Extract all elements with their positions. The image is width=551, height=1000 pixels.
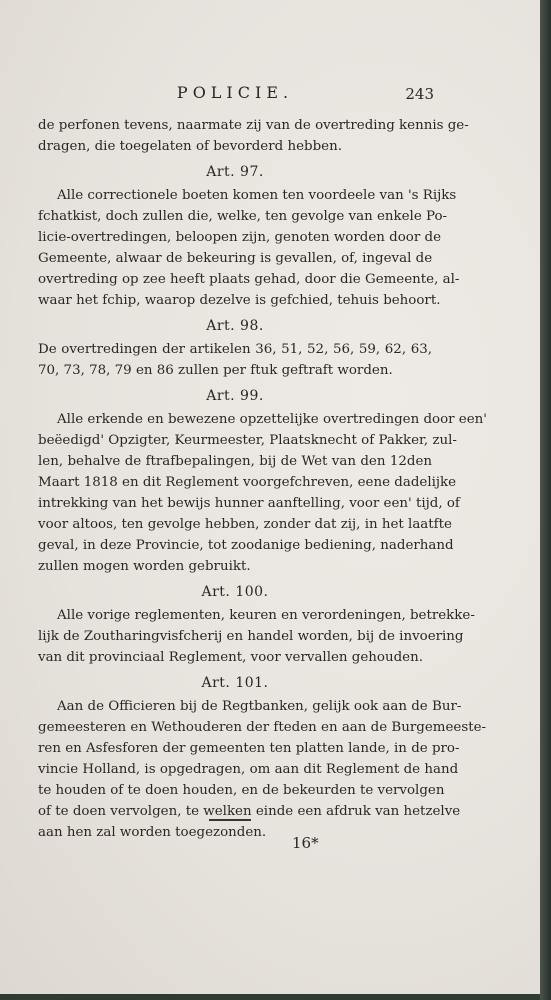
text-line: lijk de Zoutharingvisfcherij en handel worden, bij de invoering [38, 629, 464, 644]
text-line: geval, in deze Provincie, tot zoodanige bediening, naderhand [38, 538, 454, 553]
article-heading: Art. 100. [201, 584, 269, 600]
text-line: gemeesteren en Wethouderen der fteden en aan de Burgemeeste- [38, 720, 487, 735]
text-line: fchatkist, doch zullen die, welke, ten gevolge van enkele Po- [38, 209, 448, 224]
article-heading: Art. 98. [206, 318, 264, 334]
closing-rule [209, 819, 251, 821]
page-edge-shadow [540, 0, 551, 1000]
text-line: zullen mogen worden gebruikt. [38, 559, 251, 574]
text-line: overtreding op zee heeft plaats gehad, door die Gemeente, al- [38, 272, 460, 287]
text-line: Alle correctionele boeten komen ten voordeele van 's Rijks [57, 188, 457, 203]
text-line: Alle erkende en bewezene opzettelijke overtredingen door een' [57, 412, 487, 427]
text-line: of te doen vervolgen, te welken einde een afdruk van hetzelve [38, 804, 461, 819]
text-line: de perfonen tevens, naarmate zij van de overtreding kennis ge- [38, 118, 469, 133]
article-heading: Art. 97. [206, 164, 264, 180]
article-heading: Art. 99. [206, 388, 264, 404]
text-line: voor altoos, ten gevolge hebben, zonder dat zij, in het laatfte [38, 517, 452, 532]
page-number: 243 [405, 85, 434, 103]
text-line: beëedigd' Opzigter, Keurmeester, Plaatsknecht of Pakker, zul- [38, 433, 457, 448]
text-line: ren en Asfesforen der gemeenten ten platten lande, in de pro- [38, 741, 460, 756]
article-heading: Art. 101. [201, 675, 269, 691]
text-line: De overtredingen der artikelen 36, 51, 52, 56, 59, 62, 63, [38, 342, 432, 357]
text-line: dragen, die toegelaten of bevorderd hebben. [38, 139, 342, 154]
page-header [0, 83, 540, 107]
text-line: 70, 73, 78, 79 en 86 zullen per ftuk geftraft worden. [38, 363, 393, 378]
body-text [38, 115, 487, 843]
text-line: licie-overtredingen, beloopen zijn, genoten worden door de [38, 230, 441, 245]
text-line: vincie Holland, is opgedragen, om aan dit Reglement de hand [38, 762, 459, 777]
text-line: Gemeente, alwaar de bekeuring is gevallen, of, ingeval de [38, 251, 433, 266]
running-title: POLICIE. [176, 83, 294, 102]
text-line: Alle vorige reglementen, keuren en verordeningen, betrekke- [57, 608, 475, 623]
text-line: Aan de Officieren bij de Regtbanken, gelijk ook aan de Bur- [57, 699, 462, 714]
text-line: waar het fchip, waarop dezelve is gefchied, tehuis behoort. [38, 293, 441, 308]
text-line: len, behalve de ftrafbepalingen, bij de Wet van den 12den [38, 454, 432, 469]
text-line: van dit provinciaal Reglement, voor vervallen gehouden. [38, 650, 423, 665]
signature-mark: 16* [292, 834, 319, 852]
text-line: intrekking van het bewijs hunner aanftelling, voor een' tijd, of [38, 496, 460, 511]
text-line: Maart 1818 en dit Reglement voorgefchreven, eene dadelijke [38, 475, 457, 490]
text-line: aan hen zal worden toegezonden. [38, 825, 267, 840]
text-line: te houden of te doen houden, en de bekeurden te vervolgen [38, 783, 445, 798]
